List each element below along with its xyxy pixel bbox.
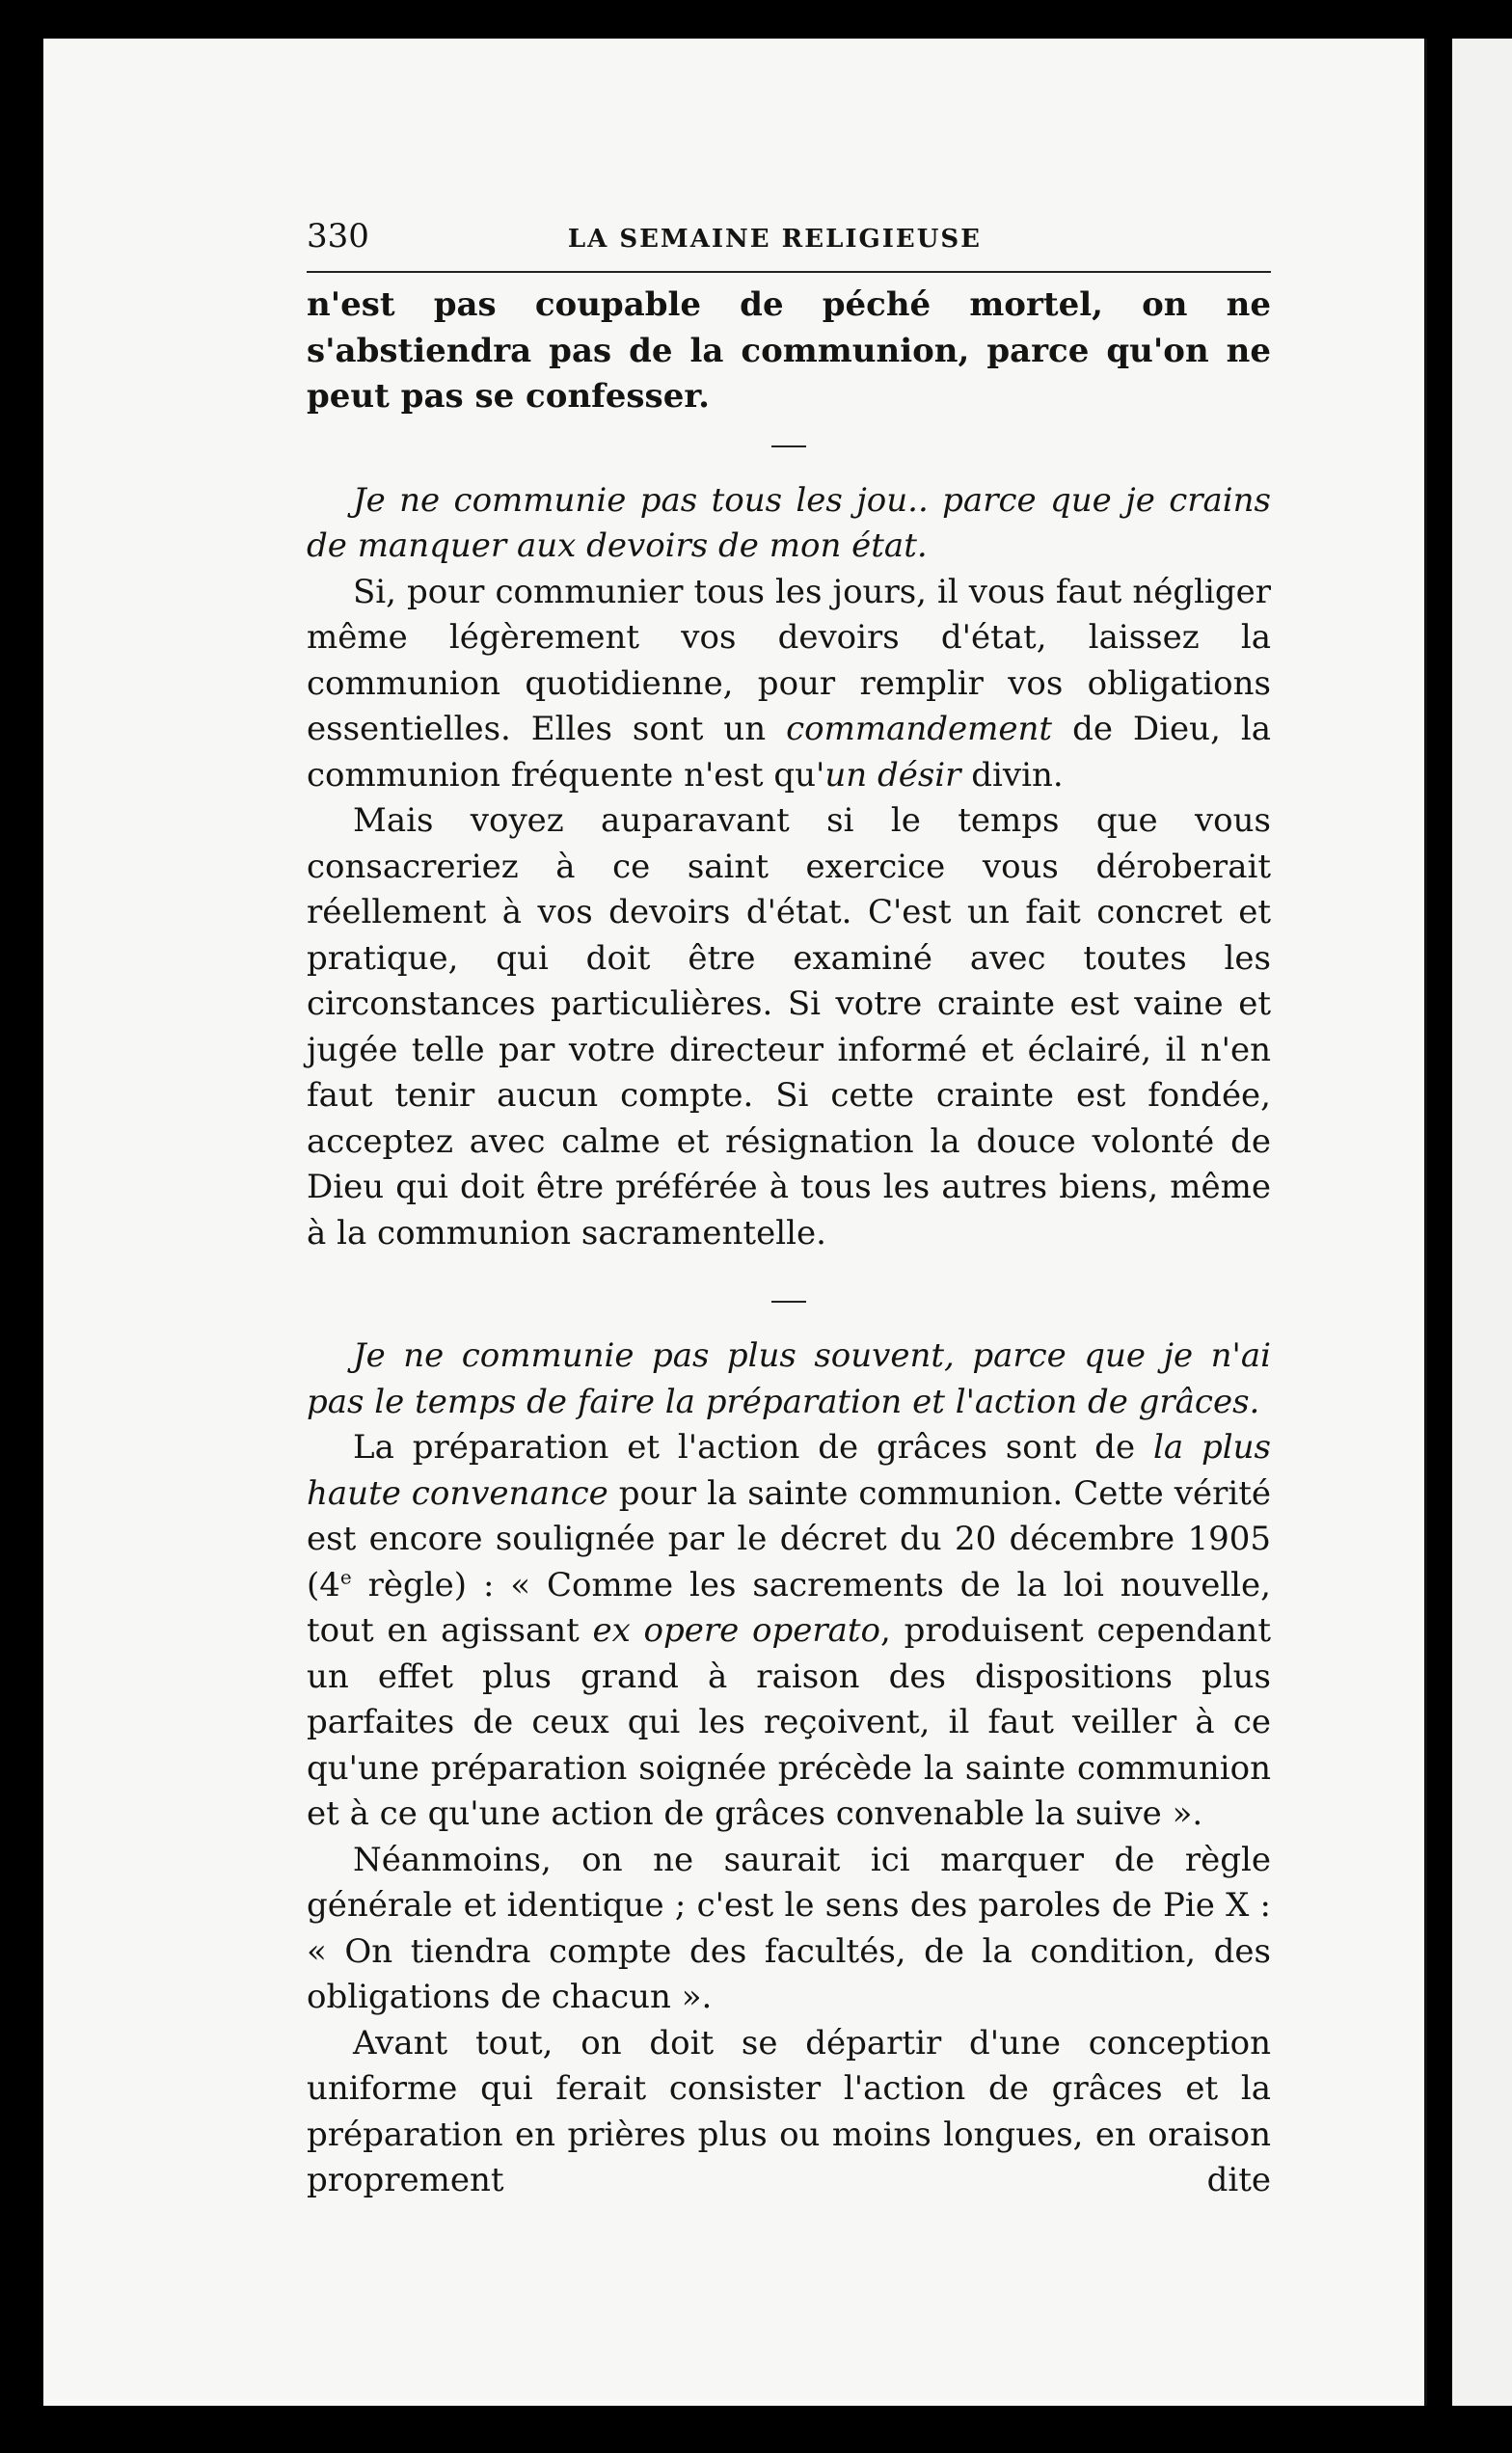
question-2: Je ne communie pas plus souvent, parce que je n'ai pas le temps de faire la préparation et l'action de grâces. bbox=[307, 1336, 1271, 1421]
answer-1-paragraph-1: Si, pour communier tous les jours, il vous faut négliger même légèrement vos devoirs d'état, laissez la communion quotidienne, pour remplir vos obligations essentielles. Elles sont un commandement de Dieu, la communion fréquente n'est qu'un désir divin. bbox=[307, 572, 1271, 795]
facing-page-edge bbox=[1452, 39, 1512, 2406]
section-separator bbox=[307, 420, 1271, 478]
gutter bbox=[1424, 39, 1427, 2406]
header-rule bbox=[307, 271, 1271, 273]
page-number: 330 bbox=[307, 217, 369, 256]
question-1: Je ne communie pas tous les jou.. parce que je crains de manquer aux devoirs de mon état. bbox=[307, 480, 1271, 565]
answer-2-paragraph-3: Avant tout, on doit se départir d'une conception uniforme qui ferait consister l'action de grâces et la préparation en prières plus ou moins longues, en oraison proprement dite bbox=[307, 2023, 1271, 2199]
running-title: LA SEMAINE RELIGIEUSE bbox=[567, 225, 982, 254]
answer-2-paragraph-2: Néanmoins, on ne saurait ici marquer de règle générale et identique ; c'est le sens des paroles de Pie X : « On tiendra compte des facultés, de la condition, des obligations de chacun ». bbox=[307, 1840, 1271, 2016]
running-header bbox=[307, 207, 1271, 265]
answer-1-paragraph-2: Mais voyez auparavant si le temps que vous consacreriez à ce saint exercice vous déroberait réellement à vos devoirs d'état. C'est un fait concret et pratique, qui doit être examiné avec toutes les circonstances particulières. Si votre crainte est vaine et jugée telle par votre directeur informé et éclairé, il n'en faut tenir aucun compte. Si cette crainte est fondée, acceptez avec calme et résignation la douce volonté de Dieu qui doit être préférée à tous les autres biens, même à la communion sacramentelle. bbox=[307, 801, 1271, 1253]
answer-2-paragraph-1: La préparation et l'action de grâces sont de la plus haute convenance pour la sainte communion. Cette vérité est encore soulignée par le décret du 20 décembre 1905 (4e règle) : « Comme les sacrements de la loi nouvelle, tout en agissant ex opere operato, produisent cependant un effet plus grand à raison des dispositions plus parfaites de ceux qui les reçoivent, il faut veiller à ce qu'une préparation soignée précède la sainte communion et à ce qu'une action de grâces convenable la suive ». bbox=[307, 1428, 1272, 1833]
intro-paragraph: n'est pas coupable de péché mortel, on ne s'abstiendra pas de la communion, parce qu'on ne peut pas se confesser. bbox=[307, 285, 1271, 416]
page-content bbox=[307, 207, 1271, 2204]
section-separator bbox=[307, 1276, 1271, 1334]
